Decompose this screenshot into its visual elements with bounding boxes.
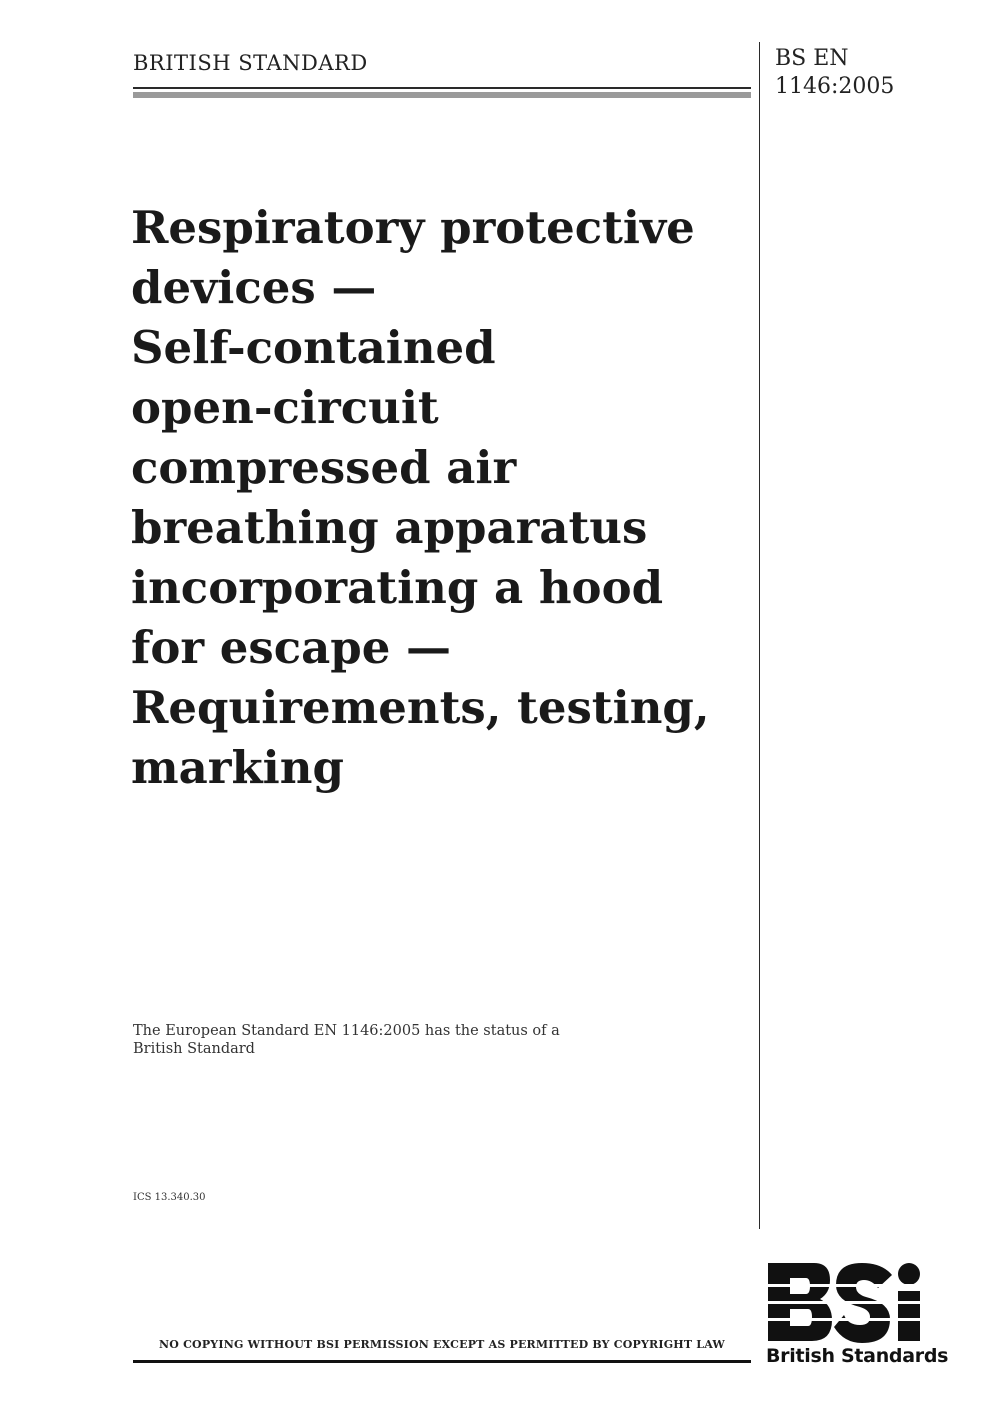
title-line: for escape — — [131, 621, 452, 674]
copyright-notice: NO COPYING WITHOUT BSI PERMISSION EXCEPT AS PERMITTED BY COPYRIGHT LAW — [159, 1338, 725, 1351]
title-line: Self-contained — [131, 321, 496, 374]
vertical-divider — [759, 42, 760, 1229]
bsi-logo-caption: British Standards — [766, 1345, 949, 1367]
document-title — [131, 198, 751, 798]
status-note — [133, 1022, 633, 1058]
title-line: compressed air — [131, 441, 517, 494]
title-line: devices — — [131, 261, 377, 314]
title-line: marking — [131, 741, 344, 794]
status-note-line2: British Standard — [133, 1041, 255, 1057]
title-line: breathing apparatus — [131, 501, 648, 554]
status-note-line1: The European Standard EN 1146:2005 has the status of a — [133, 1023, 560, 1039]
title-line: open-circuit — [131, 381, 439, 434]
title-line: incorporating a hood — [131, 561, 664, 614]
header-rule-thin — [133, 87, 751, 89]
document-number-line1: BS EN — [775, 46, 849, 71]
title-line: Respiratory protective — [131, 201, 695, 254]
header-label: BRITISH STANDARD — [133, 51, 368, 75]
document-number-line2: 1146:2005 — [775, 74, 895, 99]
footer-rule — [133, 1360, 751, 1363]
header-rule-thick — [133, 92, 751, 98]
bsi-logo-mark — [766, 1261, 946, 1345]
ics-code: ICS 13.340.30 — [133, 1192, 206, 1203]
title-line: Requirements, testing, — [131, 681, 710, 734]
document-number — [775, 45, 894, 101]
